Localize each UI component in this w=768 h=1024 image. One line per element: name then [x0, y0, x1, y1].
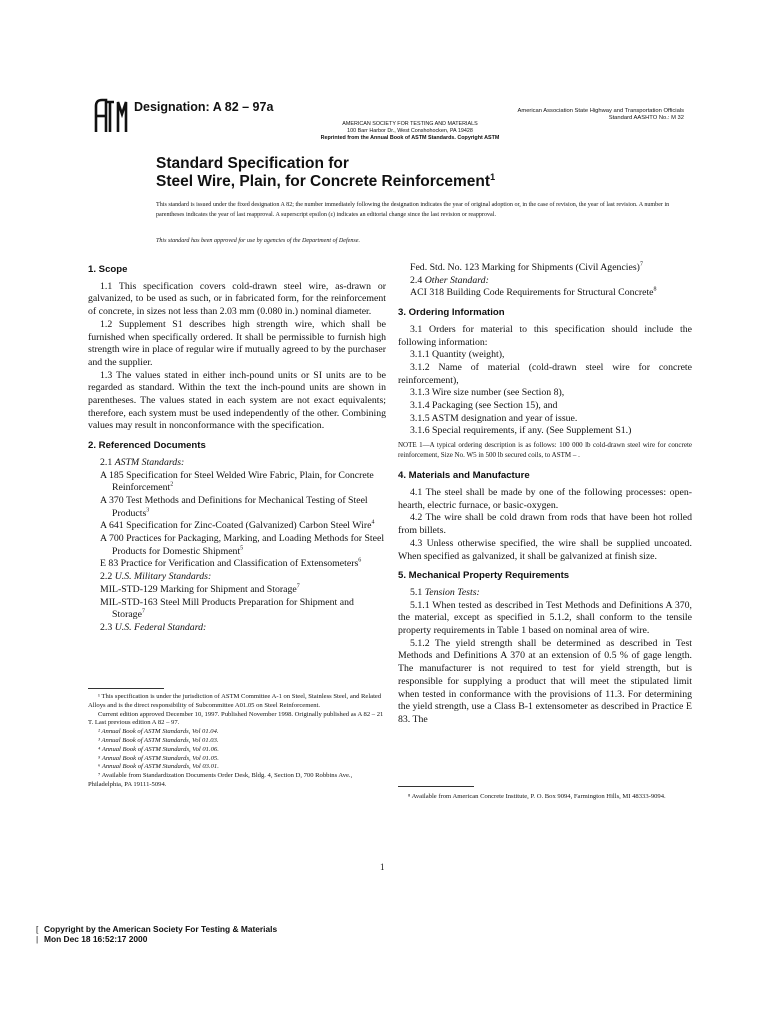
paragraph-3-1-6: 3.1.6 Special requirements, if any. (See Supplement S1.)	[410, 425, 632, 437]
title-line-2: Steel Wire, Plain, for Concrete Reinforcement	[156, 173, 491, 190]
copyright-line: Copyright by the American Society For Testing & Materials	[44, 924, 278, 934]
footnotes-right	[398, 793, 692, 802]
paragraph-2-4: 2.4 Other Standard:	[410, 274, 489, 286]
right-column	[398, 262, 692, 727]
section-heading-scope: 1. Scope	[88, 264, 128, 275]
section-heading-ordering-information: 3. Ordering Information	[398, 307, 505, 319]
paragraph-5-1-2: 5.1.2 The yield strength shall be determined as described in Test Methods and Definitions A 370 at an extension of 0.5 % of gage length. The manufacturer is not required to test for yield strength, but is responsible for supplying a product that will meet the stipulated limit when tested in conformance with the provisions of 11.3. For determining the yield strength, use a Class B-1 extensometer as described in Practice E 83. The	[398, 637, 692, 725]
copyright-mark-2: |	[36, 934, 39, 945]
paragraph-1-2: 1.2 Supplement S1 describes high strength wire, which shall be furnished when specifically ordered. It shall be permissible to furnish high strength wire in place of regular wire if mutually agreed to by the purchaser and the supplier.	[88, 318, 386, 368]
paragraph-4-1: 4.1 The steel shall be made by one of the following processes: open-hearth, electric furnace, or basic-oxygen.	[398, 487, 692, 511]
reference-e83: E 83 Practice for Verification and Classification of Extensometers$^6$	[100, 558, 362, 570]
astm-name: AMERICAN SOCIETY FOR TESTING AND MATERIALS	[342, 121, 478, 127]
aashto-line-1: American Association State Highway and Transportation Officials	[517, 108, 684, 114]
astm-logo	[92, 96, 128, 136]
copyright-timestamp: Mon Dec 18 16:52:17 2000	[44, 934, 148, 945]
section-heading-mechanical-property-requirements: 5. Mechanical Property Requirements	[398, 570, 570, 582]
paragraph-2-3: 2.3 U.S. Federal Standard:	[100, 621, 207, 633]
reference-mil-std-163: MIL-STD-163 Steel Mill Products Preparation for Shipment and Storage$^7$	[100, 596, 354, 621]
paragraph-5-1-1: 5.1.1 When tested as described in Test Methods and Definitions A 370, the material, except as specified in 5.1.2, shall conform to the tensile property requirements in Table 1 based on nominal area of wire.	[398, 599, 692, 637]
document-title	[156, 155, 495, 191]
designation: Designation: A 82 – 97a	[134, 100, 274, 114]
paragraph-1-1: 1.1 This specification covers cold-drawn steel wire, as-drawn or galvanized, to be used as such, or in fabricated form, for the reinforcement of concrete, in sizes not less than 2.03 mm (0.080 in.) nominal diameter.	[88, 280, 386, 318]
left-column	[88, 262, 386, 635]
footnote-1-edition: Current edition approved December 10, 1997. Published November 1998. Originally published as A 82 – 21 T. Last previous edition A 82 – 97.	[88, 710, 384, 727]
footnote-divider-left	[88, 688, 164, 689]
reference-aci-318: ACI 318 Building Code Requirements for Structural Concrete$^8$	[410, 287, 657, 299]
dod-approval: This standard has been approved for use by agencies of the Department of Defense.	[156, 238, 360, 244]
paragraph-2-1: 2.1 ASTM Standards:	[100, 456, 185, 468]
paragraph-2-2: 2.2 U.S. Military Standards:	[100, 571, 212, 583]
footnote-5: ⁵ Annual Book of ASTM Standards, Vol 01.05.	[98, 754, 219, 762]
footnote-4: ⁴ Annual Book of ASTM Standards, Vol 01.06.	[98, 745, 219, 753]
reference-a641: A 641 Specification for Zinc-Coated (Galvanized) Carbon Steel Wire$^4$	[100, 520, 375, 532]
astm-address	[290, 121, 530, 142]
paragraph-4-2: 4.2 The wire shall be cold drawn from rods that have been hot rolled from billets.	[398, 512, 692, 537]
title-line-1: Standard Specification for	[156, 155, 349, 172]
copyright-stamp	[36, 924, 277, 945]
reference-a185: A 185 Specification for Steel Welded Wire Fabric, Plain, for Concrete Reinforcement$^2$	[100, 469, 374, 494]
title-footnote-mark: 1	[490, 171, 496, 182]
note-1: NOTE 1—A typical ordering description is as follows: 100 000 lb cold-drawn steel wire for concrete reinforcement, Size No. W5 in 500 lb secured coils, to ASTM – .	[398, 441, 692, 459]
issue-statement: This standard is issued under the fixed designation A 82; the number immediately following the designation indicates the year of original adoption or, in the case of revision, the year of last revision. A number in parentheses indicates the year of last reapproval. A superscript epsilon (ε) indicates an editorial change since the last revision or reapproval.	[156, 202, 670, 218]
paragraph-3-1-4: 3.1.4 Packaging (see Section 15), and	[410, 400, 558, 412]
footnote-1: ¹ This specification is under the jurisdiction of ASTM Committee A-1 on Steel, Stainless Steel, and Related Alloys and is the direct responsibility of Subcommittee A01.05 on Steel Reinforcement.	[88, 693, 382, 709]
reference-fed-std-123: Fed. Std. No. 123 Marking for Shipments (Civil Agencies)$^7$	[410, 261, 643, 273]
copyright-mark-1: [	[36, 924, 39, 934]
aashto-line-2: Standard AASHTO No.: M 32	[608, 115, 684, 122]
paragraph-3-1-2: 3.1.2 Name of material (cold-drawn steel wire for concrete reinforcement),	[398, 361, 692, 386]
reference-mil-std-129: MIL-STD-129 Marking for Shipment and Storage$^7$	[100, 583, 300, 595]
paragraph-3-1: 3.1 Orders for material to this specification should include the following information:	[398, 323, 692, 348]
paragraph-3-1-5: 3.1.5 ASTM designation and year of issue.	[410, 412, 578, 424]
paragraph-5-1: 5.1 Tension Tests:	[410, 586, 480, 598]
paragraph-4-3: 4.3 Unless otherwise specified, the wire shall be supplied uncoated. When specified as galvanized, it shall be galvanized at finish size.	[398, 537, 692, 562]
page-number: 1	[380, 862, 385, 872]
section-heading-referenced-documents: 2. Referenced Documents	[88, 440, 206, 452]
paragraph-3-1-1: 3.1.1 Quantity (weight),	[410, 349, 505, 361]
footnote-divider-right	[398, 786, 474, 787]
footnote-8: ⁸ Available from American Concrete Institute, P. O. Box 9094, Farmington Hills, MI 48333-9094.	[408, 793, 666, 800]
footnotes-left	[88, 693, 386, 790]
paragraph-3-1-3: 3.1.3 Wire size number (see Section 8),	[410, 387, 565, 399]
astm-street: 100 Barr Harbor Dr., West Conshohocken, PA 19428	[347, 128, 473, 134]
reprint-notice: Reprinted from the Annual Book of ASTM Standards. Copyright ASTM	[320, 135, 500, 141]
reference-a370: A 370 Test Methods and Definitions for Mechanical Testing of Steel Products$^3$	[100, 494, 368, 519]
footnote-2: ² Annual Book of ASTM Standards, Vol 01.04.	[98, 728, 219, 736]
reference-a700: A 700 Practices for Packaging, Marking, and Loading Methods for Steel Products for Domestic Shipment$^5$	[100, 533, 385, 557]
footnote-3: ³ Annual Book of ASTM Standards, Vol 01.03.	[98, 736, 219, 744]
section-heading-materials-and-manufacture: 4. Materials and Manufacture	[398, 470, 530, 482]
footnote-6: ⁶ Annual Book of ASTM Standards, Vol 03.01.	[98, 763, 219, 771]
footnote-7: ⁷ Available from Standardization Documents Order Desk, Bldg. 4, Section D, 700 Robbins Ave., Philadelphia, PA 19111-5094.	[88, 772, 353, 788]
paragraph-1-3: 1.3 The values stated in either inch-pound units or SI units are to be regarded as standard. Within the text the inch-pound units are shown in parentheses. The values stated in each system are not exact equivalents; therefore, each system must be used independently of the other. Combining values may result in nonconformance with the specification.	[88, 369, 386, 432]
